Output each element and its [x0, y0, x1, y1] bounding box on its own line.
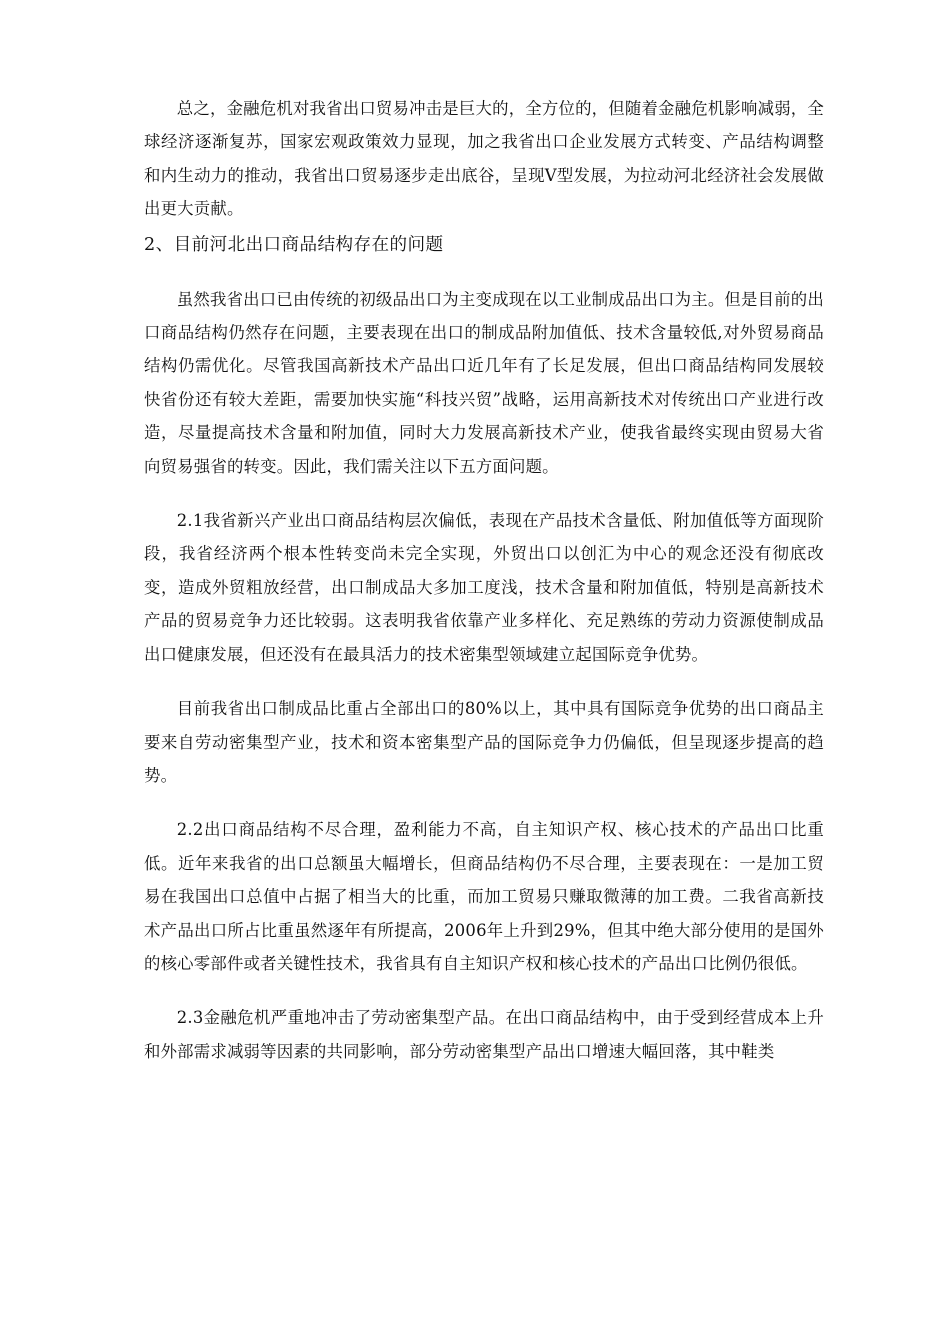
paragraph-2-2: 2.2出口商品结构不尽合理，盈利能力不高，自主知识产权、核心技术的产品出口比重低。近年来我省的出口总额虽大幅增长，但商品结构仍不尽合理，主要表现在：一是加工贸易在我国出口总值中占据了相当大的比重，而加工贸易只赚取微薄的加工费。二我省高新技术产品出口所占比重虽然逐年有所提高，2006年上升到29%，但其中绝大部分使用的是国外的核心零部件或者关键性技术，我省具有自主知识产权和核心技术的产品出口比例仍很低。	[144, 820, 824, 973]
document-page	[144, 92, 824, 1068]
section-heading-2: 2、目前河北出口商品结构存在的问题	[144, 234, 444, 255]
paragraph-2-1: 2.1我省新兴产业出口商品结构层次偏低，表现在产品技术含量低、附加值低等方面现阶段，我省经济两个根本性转变尚未完全实现，外贸出口以创汇为中心的观念还没有彻底改变，造成外贸粗放经营，出口制成品大多加工度浅，技术含量和附加值低，特别是高新技术产品的贸易竞争力还比较弱。这表明我省依靠产业多样化、充足熟练的劳动力资源使制成品出口健康发展，但还没有在最具活力的技术密集型领域建立起国际竞争优势。	[144, 511, 824, 664]
paragraph-export-share: 目前我省出口制成品比重占全部出口的80%以上，其中具有国际竞争优势的出口商品主要来自劳动密集型产业，技术和资本密集型产品的国际竞争力仍偏低，但呈现逐步提高的趋势。	[144, 699, 824, 785]
paragraph-intro: 虽然我省出口已由传统的初级品出口为主变成现在以工业制成品出口为主。但是目前的出口商品结构仍然存在问题，主要表现在出口的制成品附加值低、技术含量较低,对外贸易商品结构仍需优化。尽管我国高新技术产品出口近几年有了长足发展，但出口商品结构同发展较快省份还有较大差距，需要加快实施“科技兴贸”战略，运用高新技术对传统出口产业进行改造，尽量提高技术含量和附加值，同时大力发展高新技术产业，使我省最终实现由贸易大省向贸易强省的转变。因此，我们需关注以下五方面问题。	[144, 289, 824, 476]
paragraph-summary: 总之，金融危机对我省出口贸易冲击是巨大的，全方位的，但随着金融危机影响减弱，全球经济逐渐复苏，国家宏观政策效力显现，加之我省出口企业发展方式转变、产品结构调整和内生动力的推动，我省出口贸易逐步走出底谷，呈现V型发展，为拉动河北经济社会发展做出更大贡献。	[144, 99, 824, 219]
paragraph-2-3: 2.3金融危机严重地冲击了劳动密集型产品。在出口商品结构中，由于受到经营成本上升和外部需求减弱等因素的共同影响，部分劳动密集型产品出口增速大幅回落，其中鞋类	[144, 1008, 824, 1061]
